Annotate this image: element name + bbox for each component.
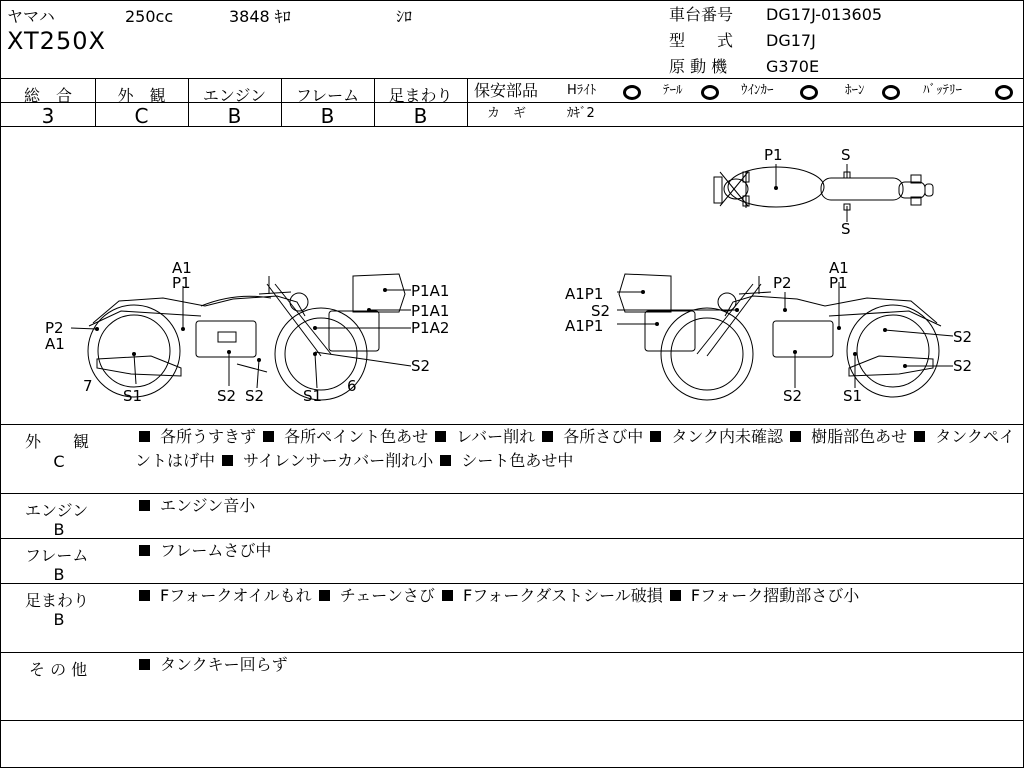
diagram-label: P2 [773,274,792,292]
exterior-notes [135,425,1019,473]
diagram-label: P1 [829,274,848,292]
frame-notes-grade: B [53,565,65,584]
engine-notes-grade: B [53,520,65,539]
diagram-label: P1 [764,146,783,164]
frame-notes [135,539,1019,563]
note-item: チェーンさび [339,586,435,605]
diagram-label: S [841,220,851,238]
diagram-label: S1 [123,387,143,405]
note-item: シート色あせ中 [461,451,574,470]
diagram-label: S1 [303,387,323,405]
exterior-notes-grade: C [53,452,65,471]
engine-model-label: 原 動 機 [669,57,728,76]
diagram-label: P1A1 [411,302,450,320]
note-item: 樹脂部色あせ [811,427,908,446]
note-item: エンジン音小 [160,496,256,515]
suspension-notes-grade: B [53,610,65,629]
note-item: タンク内未確認 [671,427,783,446]
safety-parts-label: 保安部品 [474,81,539,100]
frame-no-label: 車台番号 [669,5,734,24]
diagram-label: A1 [829,259,849,277]
note-item: Fフォークダストシール破損 [463,586,663,605]
tail-label: ﾃｰﾙ [663,83,683,98]
diagram-label: S2 [783,387,803,405]
exterior-grade-label: 外 観 [117,86,166,105]
exterior-grade: C [134,104,149,128]
winker-label: ｳｲﾝｶｰ [741,83,774,98]
note-item: レバー削れ [456,427,536,446]
engine-grade-label: エンジン [202,86,267,105]
note-item: フレームさび中 [160,541,272,560]
divider [1,720,1023,721]
diagram-label: A1P1 [565,285,604,303]
diagram-label: A1 [45,335,65,353]
note-item: 各所さび中 [563,427,644,446]
diagram-label: P2 [45,319,64,337]
diagram-label: S2 [591,302,611,320]
exterior-notes-label: 外 観 [25,432,90,451]
overall-grade-label: 総 合 [23,86,72,105]
note-item: タンクペイントはげ中 [135,427,1015,470]
diagram-label: S2 [953,328,973,346]
note-item: Fフォーク摺動部さび小 [690,586,860,605]
frame-no: DG17J-013605 [766,5,883,24]
engine-model-value: G370E [766,57,820,76]
model-name: XT250X [7,27,106,55]
battery-ok-icon [995,84,1013,100]
diagram-label: P1A1 [411,282,450,300]
diagram-label: 6 [347,377,357,395]
diagram-label: A1P1 [565,317,604,335]
bike-right-view [619,274,941,400]
note-item: 各所うすきず [160,427,257,446]
engine-notes [135,494,1019,518]
note-item: Fフォークオイルもれ [160,586,312,605]
damage-diagram [1,126,1023,422]
engine-grade: B [227,104,242,128]
winker-ok-icon [800,84,818,100]
suspension-notes [135,584,1019,608]
suspension-grade-label: 足まわり [388,86,453,105]
diagram-label: P1 [172,274,191,292]
suspension-notes-label: 足まわり [25,591,90,610]
divider [467,102,1023,103]
engine-notes-label: エンジン [25,501,89,520]
type-label: 型 式 [669,31,734,50]
key-label: カ ギ [487,106,527,121]
key-value: ｶｷﾞ2 [567,106,595,121]
diagram-label: S1 [843,387,863,405]
frame-grade-label: フレーム [295,86,360,105]
other-notes-label: そ の 他 [29,660,88,679]
note-item: タンクキー回らず [160,655,288,674]
horn-ok-icon [882,84,900,100]
diagram-label: S2 [411,357,431,375]
maker: ヤマハ [7,7,55,26]
bike-top-view [714,167,933,210]
note-item: サイレンサーカバー削れ小 [243,451,434,470]
diagram-label: S2 [217,387,237,405]
divider [1,78,1023,79]
other-notes [135,653,1019,677]
horn-label: ﾎｰﾝ [845,83,865,98]
battery-label: ﾊﾞｯﾃﾘｰ [923,83,962,98]
diagram-label: P1A2 [411,319,450,337]
diagram-label: S2 [245,387,265,405]
diagram-label: A1 [172,259,192,277]
suspension-grade: B [413,104,428,128]
note-item: 各所ペイント色あせ [284,427,429,446]
frame-grade: B [320,104,335,128]
overall-grade: 3 [41,104,55,128]
diagram-label: S2 [953,357,973,375]
displacement: 250cc [125,7,174,26]
mileage: 3848 ｷﾛ [229,7,291,26]
frame-notes-label: フレーム [25,546,89,565]
diagram-label: 7 [83,377,93,395]
diagram-label: S [841,146,851,164]
headlight-label: Hﾗｲﾄ [567,83,597,98]
color: ｼﾛ [396,7,413,26]
headlight-ok-icon [623,84,641,100]
tail-ok-icon [701,84,719,100]
type-value: DG17J [766,31,816,50]
